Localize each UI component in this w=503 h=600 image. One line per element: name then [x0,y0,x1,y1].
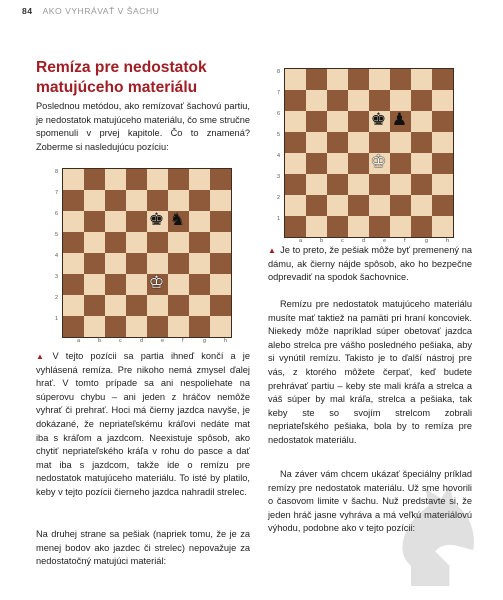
rank-label: 6 [277,111,281,117]
board-square [189,295,210,316]
file-label: g [425,238,429,244]
board-square [189,211,210,232]
file-label: g [203,338,207,344]
board-square [168,316,189,337]
chess-board [62,168,232,338]
board-square [63,190,84,211]
board-square [411,90,432,111]
board-square [210,274,231,295]
arrow-up-icon: ▲ [36,352,49,361]
board-square [285,132,306,153]
board-square [390,195,411,216]
board-square [432,195,453,216]
right-paragraph-2: Remízu pre nedostatok matujúceho materiálu musíte mať taktiež na pamäti pri hraní koncoviek. Niekedy môže napríklad súper obetovať jazdca alebo strelca pre vášho posledného pešiaka, aby si vynútil remízu. Takisto je to ďalší nástroj pre vás, z ktorého môžete čerpať, keď budete prehrávať partiu – keby ste mali kráľa a strelca a váš súper by mal kráľa, strelca a pešiaka, tak keby ste so svojím strelcom zobrali nepriateľského pešiaka, bola by to remíza pre nedostatok materiálu. [268,299,472,445]
board-square [327,132,348,153]
board-square [348,174,369,195]
board-square [147,169,168,190]
file-label: c [119,338,122,344]
board-square [126,211,147,232]
board-square [84,169,105,190]
board-square [327,90,348,111]
rank-label: 5 [277,132,281,138]
rank-label: 6 [55,211,59,217]
board-square [432,111,453,132]
chess-diagram-1 [55,168,230,344]
rank-label: 1 [55,316,59,322]
board-square [147,295,168,316]
board-square [369,132,390,153]
file-label: c [341,238,344,244]
file-label: e [383,238,387,244]
board-square [168,169,189,190]
board-square [189,190,210,211]
left-paragraph-2: Na druhej strane sa pešiak (napriek tomu, že je za menej bodov ako jazdec či strelec) nepovažuje za nedostatočný matujúci materiál: [36,529,250,567]
board-square [63,274,84,295]
board-square [210,316,231,337]
black-pawn-icon: ♟ [391,109,408,130]
file-label: a [77,338,81,344]
board-square [411,153,432,174]
board-square [63,211,84,232]
board-square [369,216,390,237]
board-square [210,253,231,274]
board-square [432,216,453,237]
file-label: a [299,238,303,244]
right-paragraph-3: Na záver vám chcem ukázať špeciálny príklad remízy pre nedostatok materiálu. Už sme hovorili o časovom limite v šachu. Nuž predstavte si, že jeden hráč jasne vyhráva a má veľkú materiálovú výhodu, podobne ako v tejto pozícii: [268,469,472,534]
board-square [432,69,453,90]
board-square [210,295,231,316]
board-square [189,169,210,190]
board-square [84,274,105,295]
page-number: 84 [22,6,33,16]
board-square [105,295,126,316]
board-square [348,153,369,174]
board-square [327,111,348,132]
board-square [306,90,327,111]
board-square [63,295,84,316]
board-square [285,216,306,237]
board-square [210,169,231,190]
board-square [411,174,432,195]
file-label: b [320,238,324,244]
board-square [285,174,306,195]
board-square [105,274,126,295]
file-label: d [140,338,144,344]
board-square [306,111,327,132]
rank-label: 7 [277,90,281,96]
intro-paragraph: Poslednou metódou, ako remízovať šachovú partiu, je nedostatok matujúceho materiálu, čo sme stručne spomenuli v prvej kapitole. Čo to znamená? Zoberme si nasledujúcu pozíciu: [36,101,250,152]
file-label: f [182,338,184,344]
board-square [285,90,306,111]
file-label: e [161,338,165,344]
board-square [411,195,432,216]
running-head [22,6,159,16]
arrow-up-icon: ▲ [268,246,277,255]
board-square [147,190,168,211]
board-square [84,211,105,232]
board-square [306,153,327,174]
board-square [189,274,210,295]
board-square [411,132,432,153]
black-knight-icon: ♞ [169,209,186,230]
rank-label: 4 [55,253,59,259]
board-square [285,69,306,90]
board-square [84,190,105,211]
board-square [306,132,327,153]
board-square [105,316,126,337]
board-square [105,232,126,253]
board-square [126,253,147,274]
board-square [432,90,453,111]
board-square [210,211,231,232]
white-king-icon: ♔ [370,151,387,172]
board-square [348,195,369,216]
white-king-icon: ♔ [148,272,165,293]
board-square [348,111,369,132]
board-square [189,316,210,337]
board-square [105,211,126,232]
board-square [285,111,306,132]
board-square [327,195,348,216]
board-square [348,216,369,237]
board-square [84,295,105,316]
left-paragraph-1: ▲ V tejto pozícii sa partia ihneď končí a je vyhlásená remíza. Pre nikoho nemá zmysel ďalej hrať. V tomto prípade sa ani nespoliehate na súperovu chybu – ani jeden z hráčov nemôže vyhrať či prehrať. Hoci má čierny jazdca navyše, je dokázané, že nepriateľskému kráľovi nedáte mat iba s kráľom a jazdcom. Neexistuje spôsob, ako chytiť nepriateľského kráľa v rohu do pasce a dať mat iba s jazdcom, takže ide o remízu pre nedostatok matujúceho materiálu. To isté by platilo, keby v tejto pozícii čierneho jazdca nahradil strelec. [36,351,251,497]
board-square [390,90,411,111]
board-square [105,253,126,274]
file-label: h [446,238,450,244]
board-square [390,69,411,90]
section-title: Remíza pre nedostatok matujúceho materiálu [36,59,207,96]
board-square [306,195,327,216]
file-label: h [224,338,228,344]
board-square [147,232,168,253]
rank-label: 2 [55,295,59,301]
book-title: AKO VYHRÁVAŤ V ŠACHU [42,6,160,16]
rank-label: 2 [277,195,281,201]
board-square [210,232,231,253]
board-square [411,111,432,132]
board-square [390,216,411,237]
knight-watermark-icon [375,472,495,592]
rank-label: 4 [277,153,281,159]
board-square [210,190,231,211]
board-square [168,295,189,316]
black-king-icon: ♚ [148,209,165,230]
board-square [285,153,306,174]
board-square [306,216,327,237]
board-square [147,253,168,274]
rank-label: 8 [277,69,281,75]
board-square [432,153,453,174]
board-square [369,69,390,90]
board-square [432,174,453,195]
board-square [189,253,210,274]
board-square [285,195,306,216]
file-label: f [404,238,406,244]
rank-label: 8 [55,169,59,175]
black-king-icon: ♚ [370,109,387,130]
board-square [348,69,369,90]
rank-label: 7 [55,190,59,196]
board-square [105,190,126,211]
board-square [411,69,432,90]
board-square [327,174,348,195]
board-square [369,90,390,111]
board-square [327,216,348,237]
board-square [126,190,147,211]
board-square [126,316,147,337]
board-square [327,69,348,90]
rank-label: 5 [55,232,59,238]
board-square [306,69,327,90]
board-square [63,253,84,274]
board-square [348,90,369,111]
file-label: d [362,238,366,244]
board-square [126,274,147,295]
board-square [63,232,84,253]
board-square [168,274,189,295]
board-square [189,232,210,253]
rank-label: 1 [277,216,281,222]
board-square [168,253,189,274]
board-square [84,253,105,274]
board-square [168,232,189,253]
board-square [369,195,390,216]
board-square [411,216,432,237]
board-square [390,132,411,153]
board-square [63,316,84,337]
board-square [348,132,369,153]
board-square [168,190,189,211]
board-square [63,169,84,190]
board-square [84,232,105,253]
file-label: b [98,338,102,344]
board-square [126,295,147,316]
board-square [369,174,390,195]
board-square [105,169,126,190]
board-square [147,316,168,337]
rank-label: 3 [277,174,281,180]
rank-label: 3 [55,274,59,280]
right-paragraph-1: ▲ Je to preto, že pešiak môže byť premenený na dámu, ak čierny nájde spôsob, ako ho bezpečne odprevadiť na spodok šachovnice. [268,245,472,283]
board-square [327,153,348,174]
chess-diagram-2 [277,68,452,244]
board-square [126,169,147,190]
board-square [84,316,105,337]
board-square [306,174,327,195]
board-square [390,153,411,174]
board-square [390,174,411,195]
board-square [126,232,147,253]
board-square [432,132,453,153]
